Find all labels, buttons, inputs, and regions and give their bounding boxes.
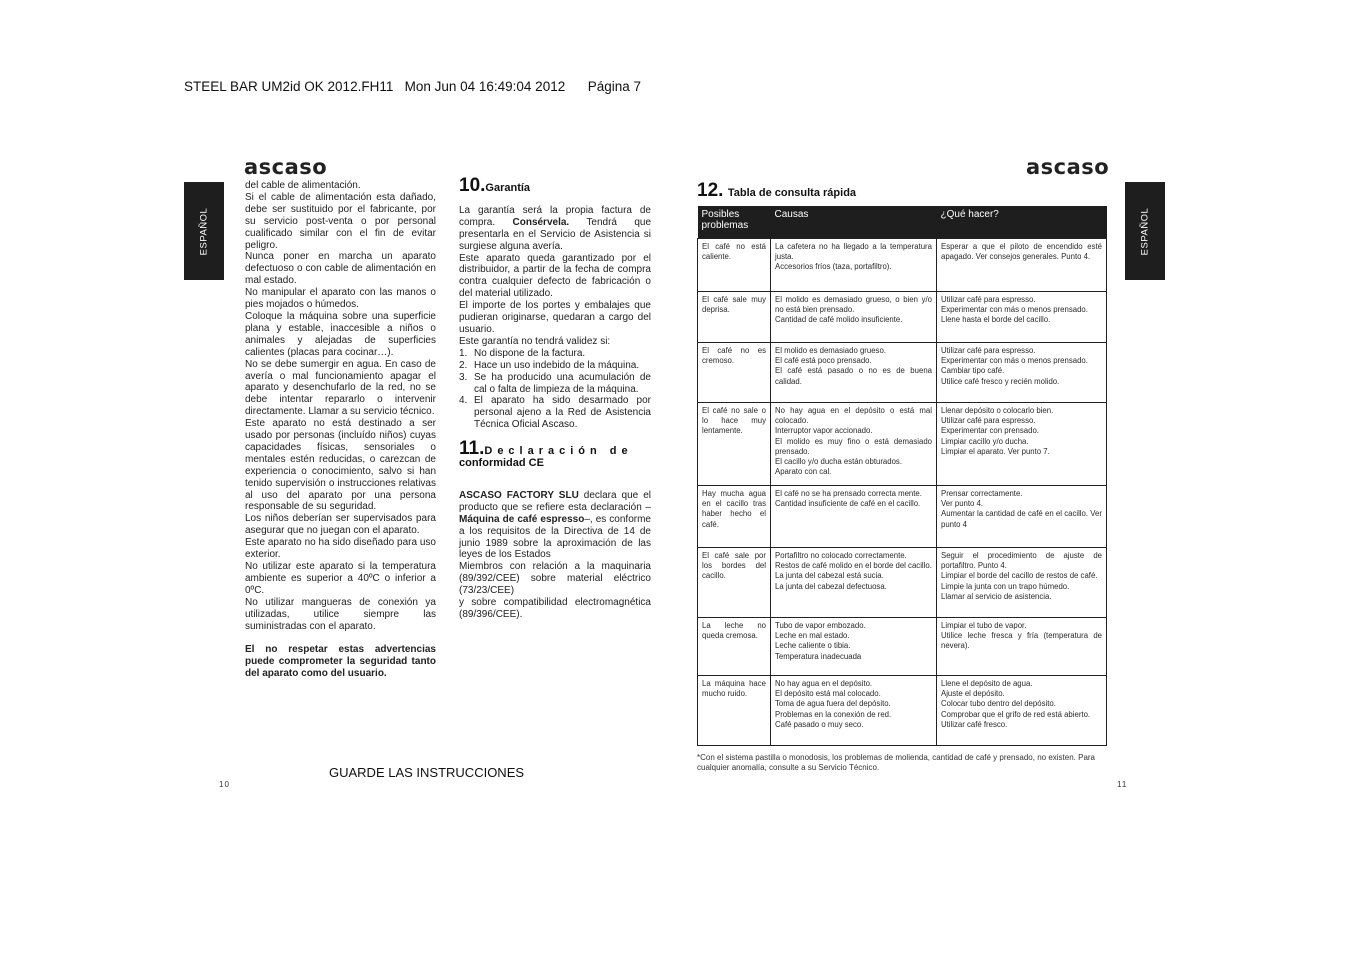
cause-line: Leche en mal estado. bbox=[775, 631, 850, 641]
action-line: Llene hasta el borde del cacillo. bbox=[941, 315, 1051, 325]
cause-line: Toma de agua fuera del depósito. bbox=[775, 699, 891, 709]
table-row bbox=[698, 618, 1107, 676]
list-item bbox=[459, 360, 651, 372]
problem-cell: La máquina hace mucho ruido. bbox=[698, 676, 771, 746]
cause-line: Leche caliente o tibia. bbox=[775, 641, 851, 651]
list-item bbox=[459, 395, 651, 431]
cause-line: El cacillo y/o ducha están obturados. bbox=[775, 457, 902, 467]
language-tab-left bbox=[184, 182, 224, 280]
problem-cell: El café no es cremoso. bbox=[698, 343, 771, 403]
safety-paragraph: Los niños deberían ser supervisados para asegurar que no juegan con el aparato. bbox=[245, 513, 436, 537]
causes-cell bbox=[771, 403, 937, 486]
company-name: ASCASO FACTORY SLU bbox=[459, 489, 579, 501]
warranty-column bbox=[459, 175, 652, 621]
list-number: 4. bbox=[459, 395, 468, 407]
action-line: Colocar tubo dentro del depósito. bbox=[941, 699, 1056, 709]
section-title: Garantía bbox=[485, 182, 531, 194]
action-line: Experimentar con más o menos prensado. bbox=[941, 356, 1088, 366]
table-row bbox=[698, 548, 1107, 618]
action-line: Aumentar la cantidad de café en el cacillo. Ver punto 4 bbox=[941, 509, 1102, 529]
action-line: Limpiar el tubo de vapor. bbox=[941, 621, 1027, 630]
section-title-line2: conformidad CE bbox=[459, 457, 544, 470]
actions-cell bbox=[937, 239, 1107, 292]
problem-cell: El café no está caliente. bbox=[698, 239, 771, 292]
cause-line: No hay agua en el depósito o está mal colocado. bbox=[775, 406, 932, 426]
declaration-paragraph: Miembros con relación a la maquinaria (89/392/CEE) sobre material eléctrico (73/23/CEE) bbox=[459, 561, 651, 597]
page-number-right: 11 bbox=[1117, 780, 1128, 789]
cause-line: La cafetera no ha llegado a la temperatura justa. bbox=[775, 242, 932, 262]
column-header-problems: Posibles problemas bbox=[698, 206, 771, 239]
list-text: Hace un uso indebido de la máquina. bbox=[474, 359, 640, 371]
cause-line: Cantidad insuficiente de café en el cacillo. bbox=[775, 499, 921, 509]
section-number: 11. bbox=[459, 438, 485, 460]
action-line: Limpiar el borde del cacillo de restos de café. bbox=[941, 571, 1098, 581]
safety-column bbox=[245, 180, 436, 680]
language-tab-right bbox=[1125, 182, 1165, 280]
declaration-paragraph bbox=[459, 490, 651, 561]
warranty-conditions-list bbox=[459, 348, 651, 431]
text-run: Tendrá que presentarla en el Servicio de Asistencia si surgiese alguna avería. bbox=[459, 216, 652, 252]
action-line: Utilizar café para espresso. bbox=[941, 416, 1036, 426]
action-line: Utilizar café fresco. bbox=[941, 719, 1008, 729]
action-line: Experimentar con prensado. bbox=[941, 426, 1039, 436]
action-line: Utilizar café para espresso. bbox=[941, 295, 1036, 304]
cause-line: Portafiltro no colocado correctamente. bbox=[775, 551, 907, 560]
action-line: Prensar correctamente. bbox=[941, 489, 1023, 498]
list-number: 2. bbox=[459, 359, 468, 371]
cause-line: Accesorios fríos (taza, portafiltro). bbox=[775, 262, 892, 272]
cause-line: La junta del cabezal defectuosa. bbox=[775, 581, 887, 591]
list-item bbox=[459, 348, 651, 360]
cause-line: Aparato con cal. bbox=[775, 467, 832, 477]
warranty-heading bbox=[459, 175, 651, 196]
safety-paragraph: Nunca poner en marcha un aparato defectuoso o con cable de alimentación en mal estado. bbox=[245, 251, 436, 287]
actions-cell bbox=[937, 403, 1107, 486]
list-text: Se ha producido una acumulación de cal o falta de limpieza de la máquina. bbox=[474, 371, 651, 395]
causes-cell bbox=[771, 486, 937, 548]
document-header: STEEL BAR UM2id OK 2012.FH11 Mon Jun 04 16:49:04 2012 Página 7 bbox=[184, 79, 642, 94]
declaration-heading bbox=[459, 438, 651, 470]
section-number: 10. bbox=[459, 175, 486, 196]
cause-line: Interruptor vapor accionado. bbox=[775, 426, 873, 436]
problem-cell: La leche no queda cremosa. bbox=[698, 618, 771, 676]
brand-logo-left: ascaso bbox=[244, 155, 328, 179]
actions-cell bbox=[937, 618, 1107, 676]
cause-line: El café no se ha prensado correcta mente. bbox=[775, 489, 922, 498]
warranty-paragraph: El importe de los portes y embalajes que pudieran originarse, quedaran a cargo del usuario. bbox=[459, 300, 651, 335]
list-text: No dispone de la factura. bbox=[474, 347, 586, 359]
problem-cell: El café no sale o lo hace muy lentamente. bbox=[698, 403, 771, 486]
page-number-left: 10 bbox=[219, 780, 230, 789]
problem-cell: El café sale por los bordes del cacillo. bbox=[698, 548, 771, 618]
list-number: 3. bbox=[459, 371, 468, 383]
cause-line: Restos de café molido en el borde del cacillo. bbox=[775, 561, 932, 571]
table-row bbox=[698, 292, 1107, 343]
cause-line: El molido es muy fino o está demasiado prensado. bbox=[775, 436, 932, 456]
causes-cell bbox=[771, 548, 937, 618]
safety-warning: El no respetar estas advertencias puede comprometer la seguridad tanto del aparato como del usuario. bbox=[245, 644, 436, 680]
safety-paragraph: Si el cable de alimentación esta dañado, debe ser sustituido por el fabricante, por su servicio post-venta o por personal cualificado similar con el fin de evitar peligro. bbox=[245, 191, 436, 251]
causes-cell bbox=[771, 343, 937, 403]
cause-line: Cantidad de café molido insuficiente. bbox=[775, 315, 903, 325]
section-number: 12. bbox=[697, 180, 724, 201]
section-title: Declaración de bbox=[484, 445, 633, 458]
action-line: Limpiar el aparato. Ver punto 7. bbox=[941, 446, 1050, 456]
cause-line: El molido es demasiado grueso, o bien y/o no está bien prensado. bbox=[775, 295, 932, 315]
action-line: Esperar a que el piloto de encendido esté apagado. Ver consejos generales. Punto 4. bbox=[941, 242, 1102, 262]
cause-line: El depósito está mal colocado. bbox=[775, 689, 881, 699]
causes-cell bbox=[771, 292, 937, 343]
text-run: declara que el producto que se refiere esta declaración – bbox=[459, 489, 651, 513]
cause-line: No hay agua en el depósito. bbox=[775, 679, 873, 688]
cause-line: El café está poco prensado. bbox=[775, 356, 872, 366]
cause-line: El molido es demasiado grueso. bbox=[775, 346, 886, 355]
problem-cell: El café sale muy deprisa. bbox=[698, 292, 771, 343]
brand-logo-right: ascaso bbox=[1026, 155, 1110, 179]
action-line: Utilice leche fresca y fría (temperatura de nevera). bbox=[941, 631, 1102, 651]
action-line: Comprobar que el grifo de red está abierto. bbox=[941, 709, 1091, 719]
actions-cell bbox=[937, 486, 1107, 548]
safety-paragraph: del cable de alimentación. bbox=[245, 180, 361, 191]
troubleshooting-table bbox=[697, 206, 1107, 746]
safety-paragraph: Coloque la máquina sobre una superficie plana y estable, inaccesible a niños o animales y alejadas de superficies calientes (placas para cocinar…). bbox=[245, 310, 436, 358]
actions-cell bbox=[937, 548, 1107, 618]
table-footnote: *Con el sistema pastilla o monodosis, los problemas de molienda, cantidad de café y prensado, no existen. Para cualquier anomalía, consulte a su Servicio Técnico. bbox=[697, 753, 1096, 772]
safety-paragraph: No manipular el aparato con las manos o pies mojados o húmedos. bbox=[245, 287, 436, 311]
table-header-row bbox=[698, 206, 1107, 239]
text-run-bold: Máquina de café espresso bbox=[459, 513, 585, 525]
language-tab-label: ESPAÑOL bbox=[198, 207, 210, 255]
cause-line: Café pasado o muy seco. bbox=[775, 719, 864, 729]
problem-cell: Hay mucha agua en el cacillo tras haber hecho el café. bbox=[698, 486, 771, 548]
warranty-paragraph: Este aparato queda garantizado por el distribuidor, a partir de la fecha de compra contra cualquier defecto de fabricación o del material utilizado. bbox=[459, 252, 651, 300]
action-line: Utilizar café para espresso. bbox=[941, 346, 1036, 355]
text-run-bold: Consérvela. bbox=[512, 216, 570, 228]
action-line: Limpie la junta con un trapo húmedo. bbox=[941, 581, 1070, 591]
safety-paragraph: No utilizar mangueras de conexión ya utilizadas, utilice siempre las suministradas con el aparato. bbox=[245, 596, 436, 632]
action-line: Limpiar cacillo y/o ducha. bbox=[941, 436, 1029, 446]
actions-cell bbox=[937, 292, 1107, 343]
column-header-actions: ¿Qué hacer? bbox=[937, 206, 1107, 239]
table-row bbox=[698, 403, 1107, 486]
causes-cell bbox=[771, 618, 937, 676]
cause-line: Temperatura inadecuada bbox=[775, 651, 862, 661]
action-line: Llamar al servicio de asistencia. bbox=[941, 591, 1052, 601]
text-run: La garantía será la propia factura de compra. bbox=[459, 204, 651, 228]
causes-cell bbox=[771, 239, 937, 292]
causes-cell bbox=[771, 676, 937, 746]
declaration-paragraph: y sobre compatibilidad electromagnética (89/396/CEE). bbox=[459, 597, 651, 620]
list-number: 1. bbox=[459, 347, 468, 359]
action-line: Utilice café fresco y recién molido. bbox=[941, 376, 1060, 386]
warranty-paragraph bbox=[459, 205, 651, 253]
actions-cell bbox=[937, 676, 1107, 746]
action-line: Ver punto 4. bbox=[941, 499, 984, 509]
action-line: Llene el depósito de agua. bbox=[941, 679, 1033, 688]
cause-line: Tubo de vapor embozado. bbox=[775, 621, 866, 630]
troubleshooting-heading bbox=[697, 180, 856, 202]
warranty-paragraph: Este garantía no tendrá validez si: bbox=[459, 335, 611, 347]
action-line: Ajuste el depósito. bbox=[941, 689, 1005, 699]
actions-cell bbox=[937, 343, 1107, 403]
safety-paragraph: No se debe sumergir en agua. En caso de avería o mal funcionamiento apagar el aparato y desenchufarlo de la red, no se debe intentar repararlo o intervenir directamente. Llamar a su servicio técnico. bbox=[245, 358, 436, 418]
cause-line: Problemas en la conexión de red. bbox=[775, 709, 892, 719]
action-line: Cambiar tipo café. bbox=[941, 366, 1005, 376]
table-row bbox=[698, 343, 1107, 403]
action-line: Llenar depósito o colocarlo bien. bbox=[941, 406, 1054, 415]
safety-paragraph: No utilizar este aparato si la temperatura ambiente es superior a 40ºC o inferior a 0ºC. bbox=[245, 561, 436, 596]
table-row bbox=[698, 676, 1107, 746]
safety-paragraph: Este aparato no está destinado a ser usado por personas (incluído niños) cuyas capacidades físicas, sensoriales o mentales estén reducidas, o carezcan de experiencia o conocimiento, salvo si han tenido supervisión o instrucciones relativas al uso del aparato por una persona responsable de su seguridad. bbox=[245, 418, 436, 513]
text-run: –, es conforme a los requisitos de la Directiva de 14 de junio 1989 sobre la aproximación de las leyes de los Estados bbox=[459, 513, 651, 561]
table-row bbox=[698, 486, 1107, 548]
language-tab-label: ESPAÑOL bbox=[1139, 207, 1151, 255]
action-line: Experimentar con más o menos prensado. bbox=[941, 305, 1088, 315]
cause-line: La junta del cabezal está sucia. bbox=[775, 571, 884, 581]
list-item bbox=[459, 372, 651, 396]
column-header-causes: Causas bbox=[771, 206, 937, 239]
keep-instructions-notice: GUARDE LAS INSTRUCCIONES bbox=[329, 765, 525, 780]
cause-line: El café está pasado o no es de buena calidad. bbox=[775, 366, 932, 386]
action-line: Seguir el procedimiento de ajuste de portafiltro. Punto 4. bbox=[941, 551, 1102, 571]
section-title: Tabla de consulta rápida bbox=[727, 187, 857, 199]
safety-paragraph: Este aparato no ha sido diseñado para uso exterior. bbox=[245, 537, 436, 561]
table-row bbox=[698, 239, 1107, 292]
list-text: El aparato ha sido desarmado por personal ajeno a la Red de Asistencia Técnica Oficial Ascaso. bbox=[474, 395, 651, 431]
